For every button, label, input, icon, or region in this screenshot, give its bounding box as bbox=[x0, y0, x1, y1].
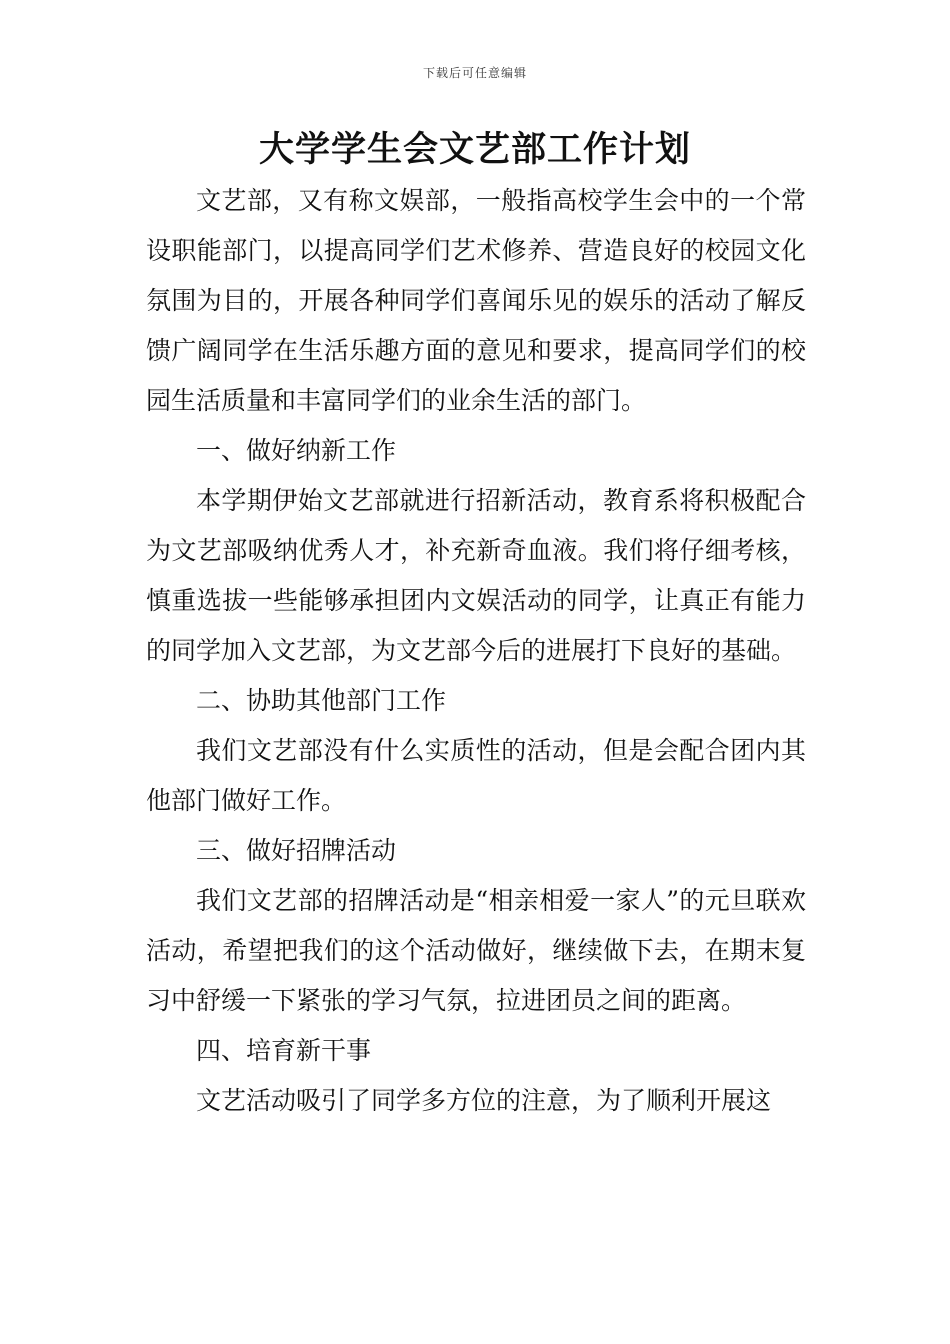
page-header-note: 下载后可任意编辑 bbox=[422, 66, 527, 80]
section-heading-assist-departments: 二、协助其他部门工作 bbox=[196, 686, 447, 715]
document-title: 大学学生会文艺部工作计划 bbox=[258, 130, 691, 170]
train-staff-paragraph: 文艺活动吸引了同学多方位的注意，为了顺利开展这 bbox=[196, 1086, 772, 1115]
document-body bbox=[146, 176, 806, 1126]
section-heading-recruitment: 一、做好纳新工作 bbox=[196, 436, 397, 465]
section-heading-train-staff: 四、培育新干事 bbox=[196, 1036, 372, 1065]
signature-event-paragraph: 我们文艺部的招牌活动是“相亲相爱一家人”的元旦联欢活动，希望把我们的这个活动做好，继续做下去，在期末复习中舒缓一下紧张的学习气氛，拉进团员之间的距离。 bbox=[146, 886, 806, 1015]
intro-paragraph: 文艺部，又有称文娱部，一般指高校学生会中的一个常设职能部门，以提高同学们艺术修养、营造良好的校园文化氛围为目的，开展各种同学们喜闻乐见的娱乐的活动了解反馈广阔同学在生活乐趣方面的意见和要求，提高同学们的校园生活质量和丰富同学们的业余生活的部门。 bbox=[146, 186, 806, 415]
section-heading-signature-event: 三、做好招牌活动 bbox=[196, 836, 397, 865]
recruitment-paragraph: 本学期伊始文艺部就进行招新活动，教育系将积极配合为文艺部吸纳优秀人才，补充新奇血液。我们将仔细考核，慎重选拔一些能够承担团内文娱活动的同学，让真正有能力的同学加入文艺部，为文艺部今后的进展打下良好的基础。 bbox=[146, 486, 806, 665]
assist-departments-paragraph: 我们文艺部没有什么实质性的活动，但是会配合团内其他部门做好工作。 bbox=[146, 736, 806, 815]
